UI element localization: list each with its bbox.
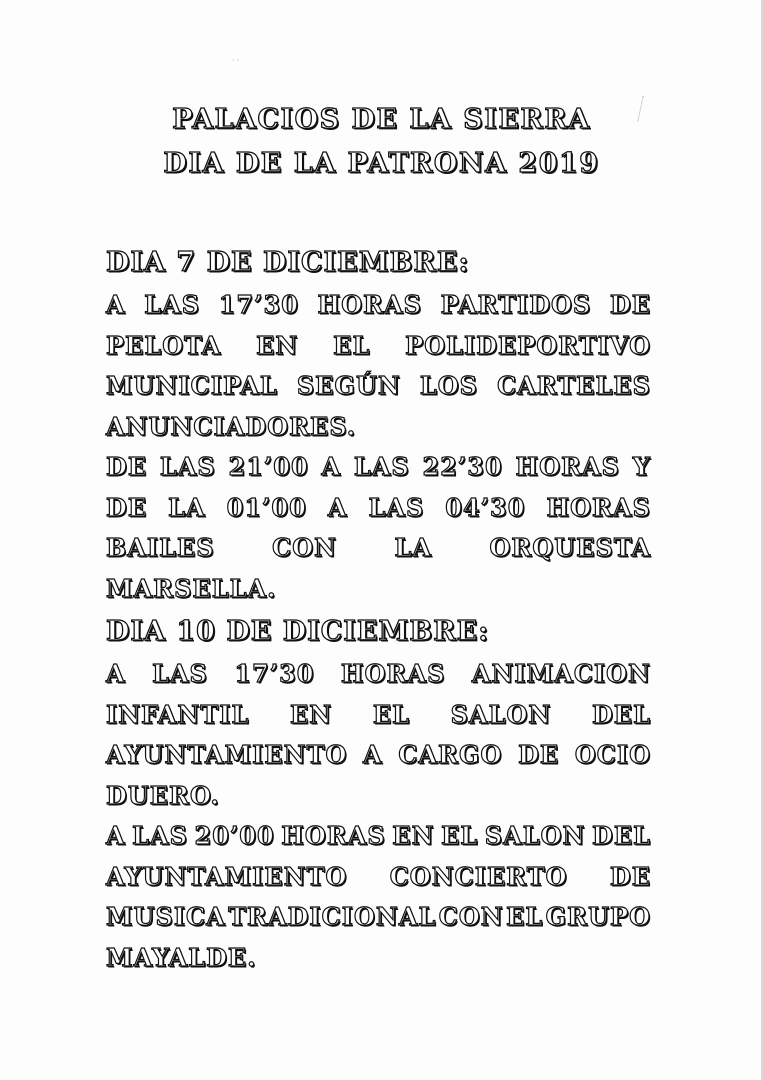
word: 01’00 <box>226 492 307 522</box>
word: EL <box>506 902 544 931</box>
word: DE <box>609 861 651 891</box>
word: CON <box>272 533 338 562</box>
word: MUNICIPAL <box>106 371 278 400</box>
word: LAS <box>353 452 410 481</box>
word: EN <box>392 821 435 850</box>
word: LOS <box>419 371 479 400</box>
word: 17’30 <box>218 290 299 319</box>
text-line <box>106 488 651 529</box>
word: EL <box>441 821 479 850</box>
word: DUERO. <box>106 780 220 810</box>
word: HORAS <box>515 452 620 481</box>
text-line <box>106 569 651 610</box>
word: A <box>106 290 126 319</box>
word: OCIO <box>574 740 651 769</box>
word: SALON <box>450 699 552 729</box>
day-1-heading: DIA 7 DE DICIEMBRE: <box>106 247 470 278</box>
word: INFANTIL <box>106 699 250 729</box>
text-line <box>106 857 651 898</box>
word: LA <box>394 533 433 562</box>
word: EL <box>333 330 371 360</box>
word: 22’30 <box>422 452 503 481</box>
text-line <box>106 407 651 448</box>
word: DE <box>106 452 148 481</box>
text-line <box>106 366 651 407</box>
word: HORAS <box>317 290 423 319</box>
word: LAS <box>152 659 208 688</box>
word: LAS <box>159 452 216 481</box>
title-line-1: PALACIOS DE LA SIERRA <box>172 104 591 135</box>
text-line <box>106 326 651 367</box>
title-line-2: DIA DE LA PATRONA 2019 <box>163 148 600 179</box>
text-line <box>106 938 651 979</box>
word: A <box>363 740 383 769</box>
word: AYUNTAMIENTO <box>106 740 348 769</box>
word: BAILES <box>106 533 215 562</box>
word: EN <box>256 330 299 360</box>
word: SEGÚN <box>296 371 401 400</box>
word: ANIMACION <box>471 659 651 688</box>
word: DE <box>518 740 560 769</box>
word: CARGO <box>398 740 503 769</box>
day-2-paragraphs <box>106 654 651 978</box>
text-line <box>106 897 651 938</box>
word: DE <box>609 290 651 319</box>
word: MUSICA <box>106 902 226 931</box>
word: ANUNCIADORES. <box>106 411 357 441</box>
word: A <box>106 821 126 850</box>
text-line <box>106 447 651 488</box>
scan-speck: · · <box>232 56 240 65</box>
day-1-paragraphs <box>106 285 651 609</box>
word: POLIDEPORTIVO <box>405 330 651 360</box>
word: CON <box>438 902 504 931</box>
word: MARSELLA. <box>106 573 277 603</box>
word: LAS <box>368 492 425 522</box>
word: A <box>321 452 342 481</box>
word: TRADICIONAL <box>228 902 437 931</box>
word: PARTIDOS <box>440 290 592 319</box>
word: LA <box>168 492 206 522</box>
day-2-heading: DIA 10 DE DICIEMBRE: <box>106 616 490 647</box>
word: LAS <box>144 290 201 319</box>
word: 20’00 <box>194 821 275 850</box>
word: PELOTA <box>106 330 222 360</box>
text-line <box>106 528 651 569</box>
word: LAS <box>132 821 188 850</box>
word: AYUNTAMIENTO <box>106 861 348 891</box>
text-line <box>106 285 651 326</box>
word: 17’30 <box>234 659 315 688</box>
word: HORAS <box>281 821 386 850</box>
program-body <box>106 240 651 978</box>
word: HORAS <box>340 659 446 688</box>
text-line <box>106 654 651 695</box>
word: DE <box>106 492 148 522</box>
word: GRUPO <box>545 902 651 931</box>
word: DEL <box>591 699 651 729</box>
word: CONCIERTO <box>389 861 568 891</box>
word: SALON <box>484 821 586 850</box>
word: CARTELES <box>497 371 651 400</box>
text-line <box>106 776 651 817</box>
word: 04’30 <box>445 492 526 522</box>
word: DEL <box>592 821 651 850</box>
word: ORQUESTA <box>489 533 651 562</box>
text-line <box>106 816 651 857</box>
word: Y <box>632 452 651 481</box>
word: MAYALDE. <box>106 942 257 972</box>
title-block <box>0 98 763 186</box>
text-line <box>106 695 651 736</box>
word: A <box>106 659 126 688</box>
word: A <box>327 492 348 522</box>
text-line <box>106 735 651 776</box>
word: 21’00 <box>228 452 309 481</box>
word: EN <box>289 699 333 729</box>
word: EL <box>372 699 411 729</box>
word: HORAS <box>546 492 651 522</box>
